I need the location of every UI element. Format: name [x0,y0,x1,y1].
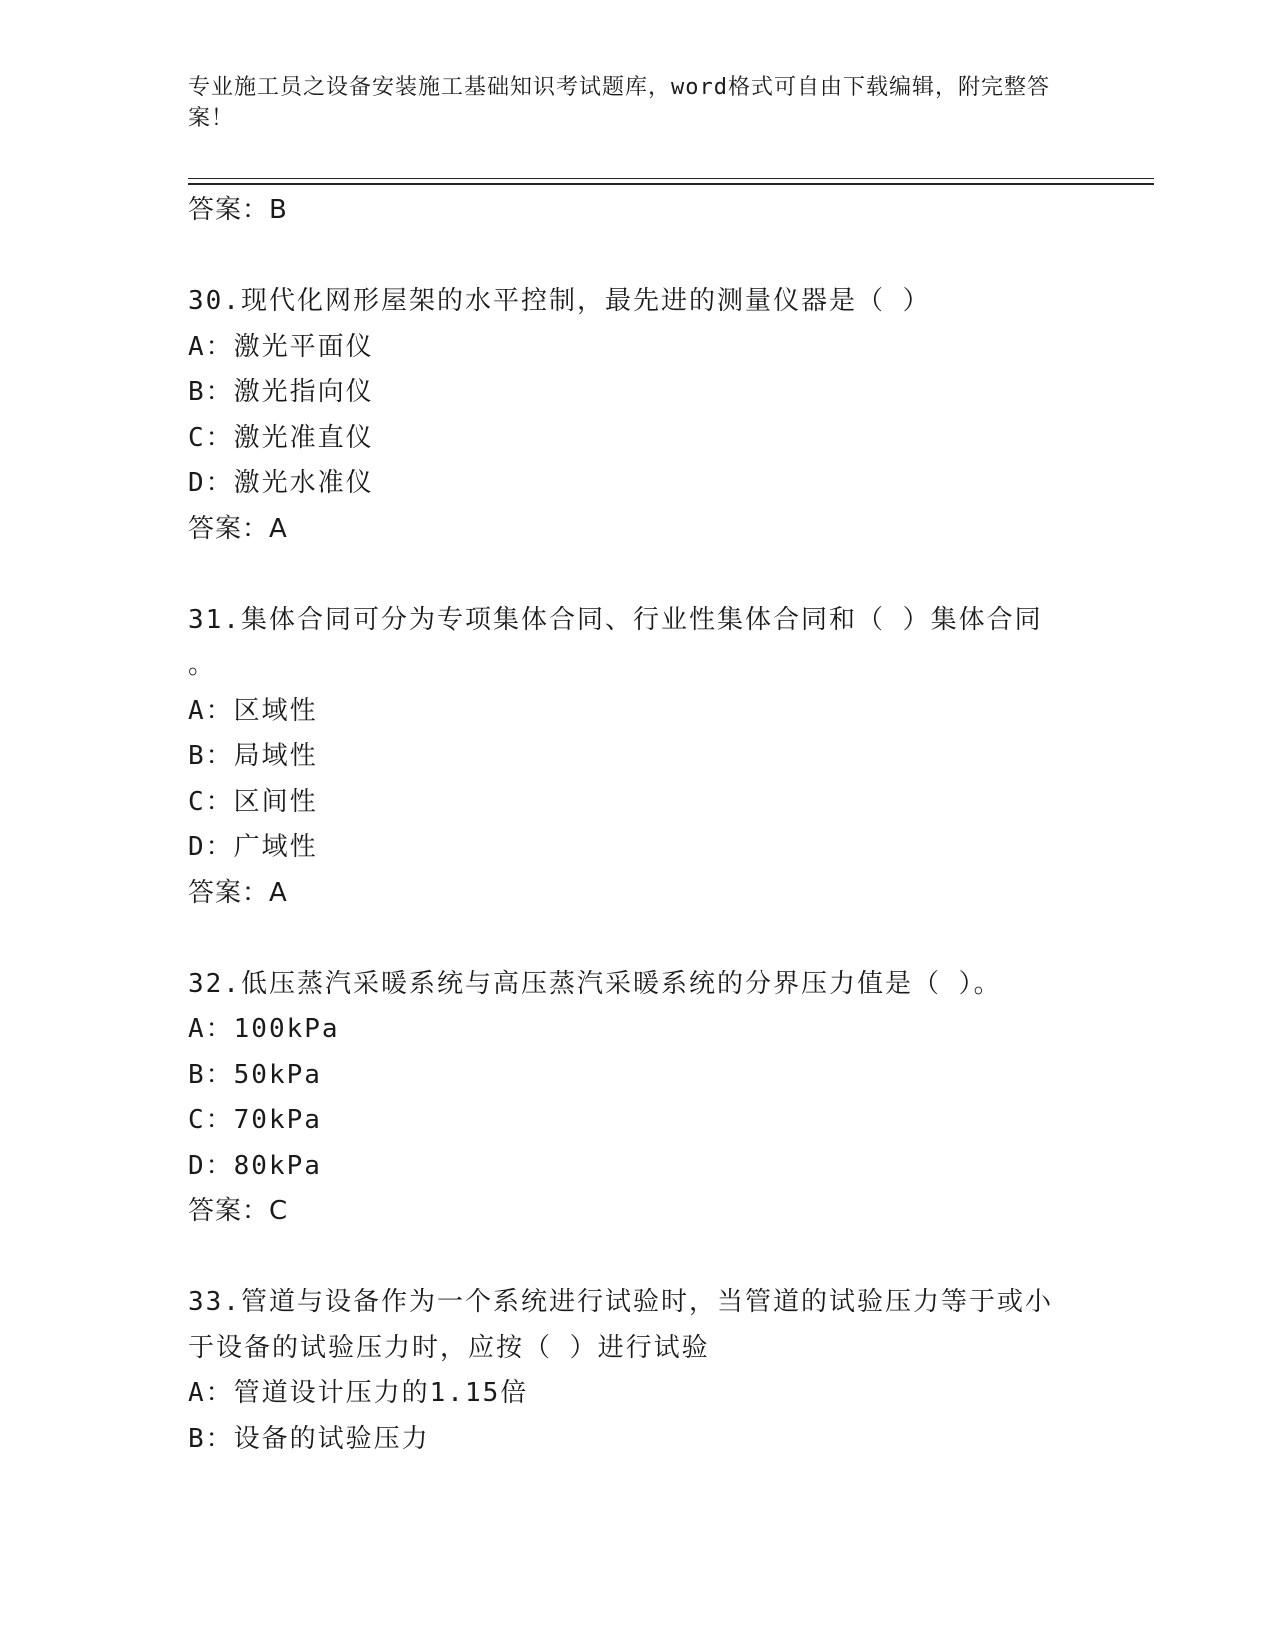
question-31 [188,598,1154,917]
option-d: D：广域性 [188,832,318,862]
option-a: A：100kPa [188,1014,340,1044]
question-33 [188,1280,1154,1462]
option-d: D：80kPa [188,1150,322,1181]
header-divider [188,178,1154,185]
spacer [188,234,1154,280]
question-stem: 32.低压蒸汽采暖系统与高压蒸汽采暖系统的分界压力值是（ ）。 [188,968,1002,999]
option-b: B：局域性 [188,741,318,771]
spacer [188,552,1154,598]
option-c: C：区间性 [188,786,318,817]
option-c: C：激光准直仪 [188,422,374,453]
answer-line: 答案：A [188,877,288,908]
question-stem: 30.现代化网形屋架的水平控制，最先进的测量仪器是（ ） [188,286,931,316]
answer-line: 答案：A [188,513,288,544]
question-stem-continued: 。 [188,650,217,680]
document-header: 专业施工员之设备安装施工基础知识考试题库，word格式可自由下载编辑，附完整答案！ [188,75,1050,131]
option-c: C：70kPa [188,1105,322,1135]
option-b: B：激光指向仪 [188,377,374,407]
question-stem-continued: 于设备的试验压力时，应按（ ）进行试验 [188,1332,710,1363]
answer-line: 答案：C [188,1196,289,1226]
question-list [188,188,1154,1462]
spacer [188,1235,1154,1281]
answer-line: 答案：B [188,195,288,225]
spacer [188,916,1154,962]
question-stem: 31.集体合同可分为专项集体合同、行业性集体合同和（ ）集体合同 [188,604,1043,635]
option-a: A：管道设计压力的1.15倍 [188,1378,529,1408]
question-32 [188,962,1154,1235]
question-30 [188,279,1154,552]
option-b: B：设备的试验压力 [188,1423,430,1454]
option-a: A：区域性 [188,695,318,726]
option-a: A：激光平面仪 [188,331,374,362]
question-stem: 33.管道与设备作为一个系统进行试验时，当管道的试验压力等于或小 [188,1287,1053,1317]
option-d: D：激光水准仪 [188,468,374,498]
option-b: B：50kPa [188,1059,322,1090]
